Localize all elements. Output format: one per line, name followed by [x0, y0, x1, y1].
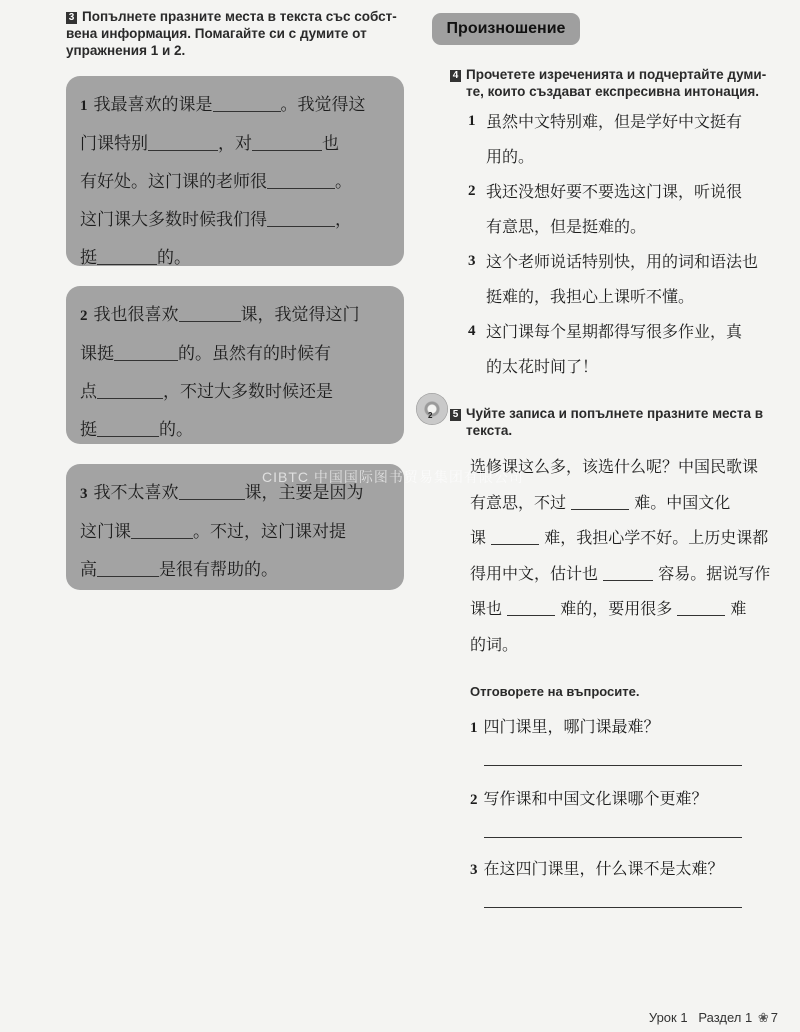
list-item: 2 我还没想好要不要选这门课，听说很 有意思，但是挺难的。: [468, 182, 743, 236]
list-item: 1 虽然中文特别难，但是学好中文挺有 用的。: [468, 112, 743, 166]
blank[interactable]: [179, 483, 245, 500]
blank[interactable]: [131, 522, 193, 539]
exercise-4-list: [468, 104, 786, 384]
blank[interactable]: [267, 172, 335, 189]
watermark: CIBTC 中国国际图书贸易集团有限公司: [262, 469, 524, 485]
cd-audio-icon[interactable]: 2: [416, 393, 448, 425]
list-item: 4 这门课每个星期都得写很多作业，真 的太花时间了！: [468, 322, 743, 376]
pronunciation-title: Произношение: [432, 13, 580, 45]
exercise-5-heading: 5 Чуйте записа и попълнете празните места в текста.: [450, 405, 790, 439]
blank[interactable]: [267, 210, 335, 227]
page-number: 7: [770, 1010, 778, 1025]
blank[interactable]: [677, 599, 725, 616]
blank[interactable]: [571, 493, 629, 510]
blank[interactable]: [97, 560, 159, 577]
blank[interactable]: [97, 420, 159, 437]
blank[interactable]: [97, 248, 157, 265]
question-1: 1 四门课里，哪门课最难？: [470, 717, 660, 736]
exercise-3-box-2: 2 我也很喜欢 课，我觉得这门 课挺 的。虽然有的时候有 点 ，不过大多数时候还是 挺 的。: [66, 286, 404, 444]
exercise-4-heading: 4 Прочетете изреченията и подчертайте думи- те, които създават експресивна интонация.: [450, 66, 790, 100]
blank[interactable]: [148, 134, 218, 151]
question-2: 2 写作课和中国文化课哪个更难？: [470, 789, 708, 808]
exercise-3-number: 3: [66, 12, 77, 24]
question-3: 3 在这四门课里，什么课不是太难？: [470, 859, 724, 878]
blank[interactable]: [213, 95, 281, 112]
answer-line-2[interactable]: [484, 837, 742, 838]
blank[interactable]: [97, 382, 163, 399]
blank[interactable]: [603, 564, 653, 581]
exercise-5-number: 5: [450, 409, 461, 421]
blank[interactable]: [114, 344, 178, 361]
blank[interactable]: [179, 305, 241, 322]
exercise-4-number: 4: [450, 70, 461, 82]
blank[interactable]: [252, 134, 322, 151]
blank[interactable]: [491, 528, 539, 545]
flower-ornament-icon: ❀: [757, 1010, 769, 1025]
exercise-3-heading: 3 Попълнете празните места в текста със собст- вена информация. Помагайте си с думите от упражнения 1 и 2.: [66, 9, 397, 58]
exercise-3-box-1: 1 我最喜欢的课是 。我觉得这 门课特别 ，对 也 有好处。这门课的老师很 。 这门课大多数时候我们得 ， 挺 的。: [66, 76, 404, 266]
questions-heading: Отговорете на въпросите.: [470, 684, 640, 699]
exercise-5-passage: 选修课这么多，该选什么呢？中国民歌课 有意思，不过 难。中国文化 课 难，我担心学不好。上历史课都 得用中文，估计也 容易。据说写作 课也 难的，要用很多 难 的词。: [470, 457, 771, 654]
answer-line-1[interactable]: [484, 765, 742, 766]
list-item: 3 这个老师说话特别快，用的词和语法也 挺难的，我担心上课听不懂。: [468, 252, 759, 306]
exercise-3-box-3: 3 我不太喜欢 课，主要是因为 这门课 。不过，这门课对提 高 是很有帮助的。: [66, 464, 404, 590]
page-footer: Урок 1 Раздел 1 ❀ 7: [648, 1010, 778, 1025]
blank[interactable]: [507, 599, 555, 616]
answer-line-3[interactable]: [484, 907, 742, 908]
